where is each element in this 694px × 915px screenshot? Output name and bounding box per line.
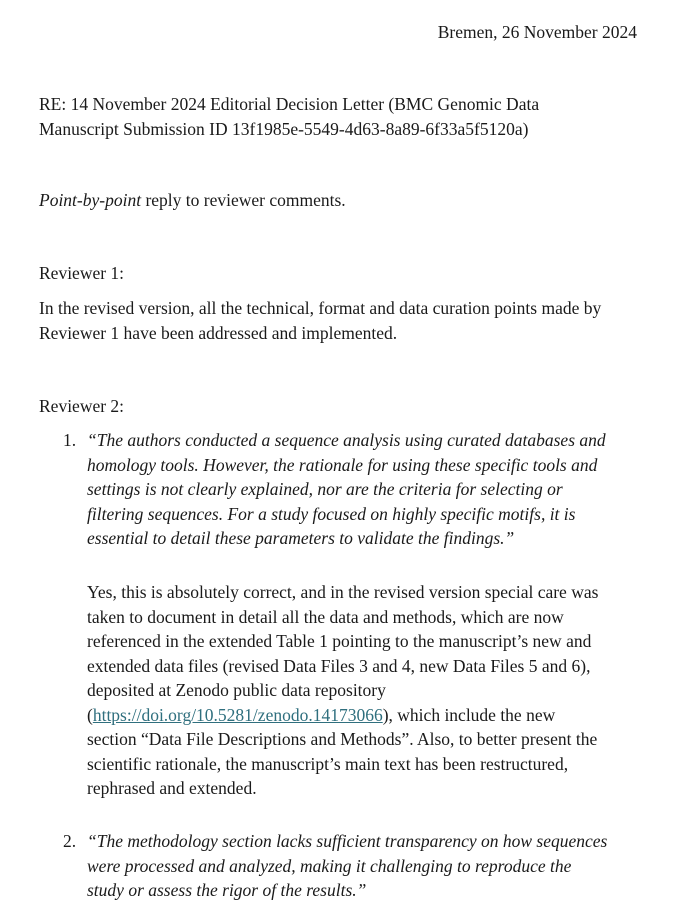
link-prefix: (	[87, 704, 93, 725]
quote-line: study or assess the rigor of the results.”	[87, 880, 367, 900]
intro-italic: Point-by-point	[39, 190, 142, 210]
reply-line: taken to document in detail all the data and methods, which are now	[87, 606, 564, 627]
quote-line: homology tools. However, the rationale for using these specific tools and	[87, 454, 598, 475]
quote-line: filtering sequences. For a study focused on highly specific motifs, it is	[87, 503, 576, 524]
intro-rest: reply to reviewer comments.	[141, 190, 346, 210]
reviewer1-line: In the revised version, all the technical, format and data curation points made by	[39, 298, 602, 318]
reply-line: section “Data File Descriptions and Methods”. Also, to better present the	[87, 729, 598, 749]
item-number: 2.	[63, 831, 77, 851]
reply-line: Yes, this is absolutely correct, and in the revised version special care was	[87, 582, 599, 602]
item-number: 1.	[63, 430, 77, 450]
reviewer2-heading: Reviewer 2:	[39, 396, 125, 416]
link-suffix: ), which include the new	[382, 704, 556, 725]
quote-line: “The authors conducted a sequence analysis using curated databases and	[87, 430, 606, 450]
quote-line: were processed and analyzed, making it challenging to reproduce the	[87, 855, 572, 876]
reply-line: extended data files (revised Data Files 3 and 4, new Data Files 5 and 6),	[87, 655, 591, 676]
reply-line: scientific rationale, the manuscript’s main text has been restructured,	[87, 753, 569, 774]
reply-line-with-link	[87, 703, 598, 728]
reviewer1-line: Reviewer 1 have been addressed and implemented.	[39, 322, 398, 343]
reviewer1-response	[39, 296, 601, 345]
quote-line: essential to detail these parameters to validate the findings.”	[87, 528, 515, 548]
date-line: Bremen, 26 November 2024	[437, 22, 637, 42]
reply-line: referenced in the extended Table 1 pointing to the manuscript’s new and	[87, 631, 592, 651]
quote-line: “The methodology section lacks sufficient transparency on how sequences	[87, 831, 608, 851]
author-reply	[87, 580, 598, 801]
re-line: Manuscript Submission ID 13f1985e-5549-4d63-8a89-6f33a5f5120a)	[39, 118, 529, 139]
reviewer-comment-quote	[87, 829, 607, 903]
re-block	[39, 92, 539, 141]
reply-line: deposited at Zenodo public data repository	[87, 680, 386, 700]
reviewer1-heading: Reviewer 1:	[39, 263, 125, 283]
intro-line	[39, 188, 346, 213]
quote-line: settings is not clearly explained, nor are the criteria for selecting or	[87, 479, 563, 499]
re-line: RE: 14 November 2024 Editorial Decision Letter (BMC Genomic Data	[39, 94, 540, 114]
reviewer-comment-quote	[87, 428, 606, 551]
zenodo-doi-link[interactable]: https://doi.org/10.5281/zenodo.14173066	[92, 704, 383, 725]
reply-line: rephrased and extended.	[87, 778, 257, 798]
